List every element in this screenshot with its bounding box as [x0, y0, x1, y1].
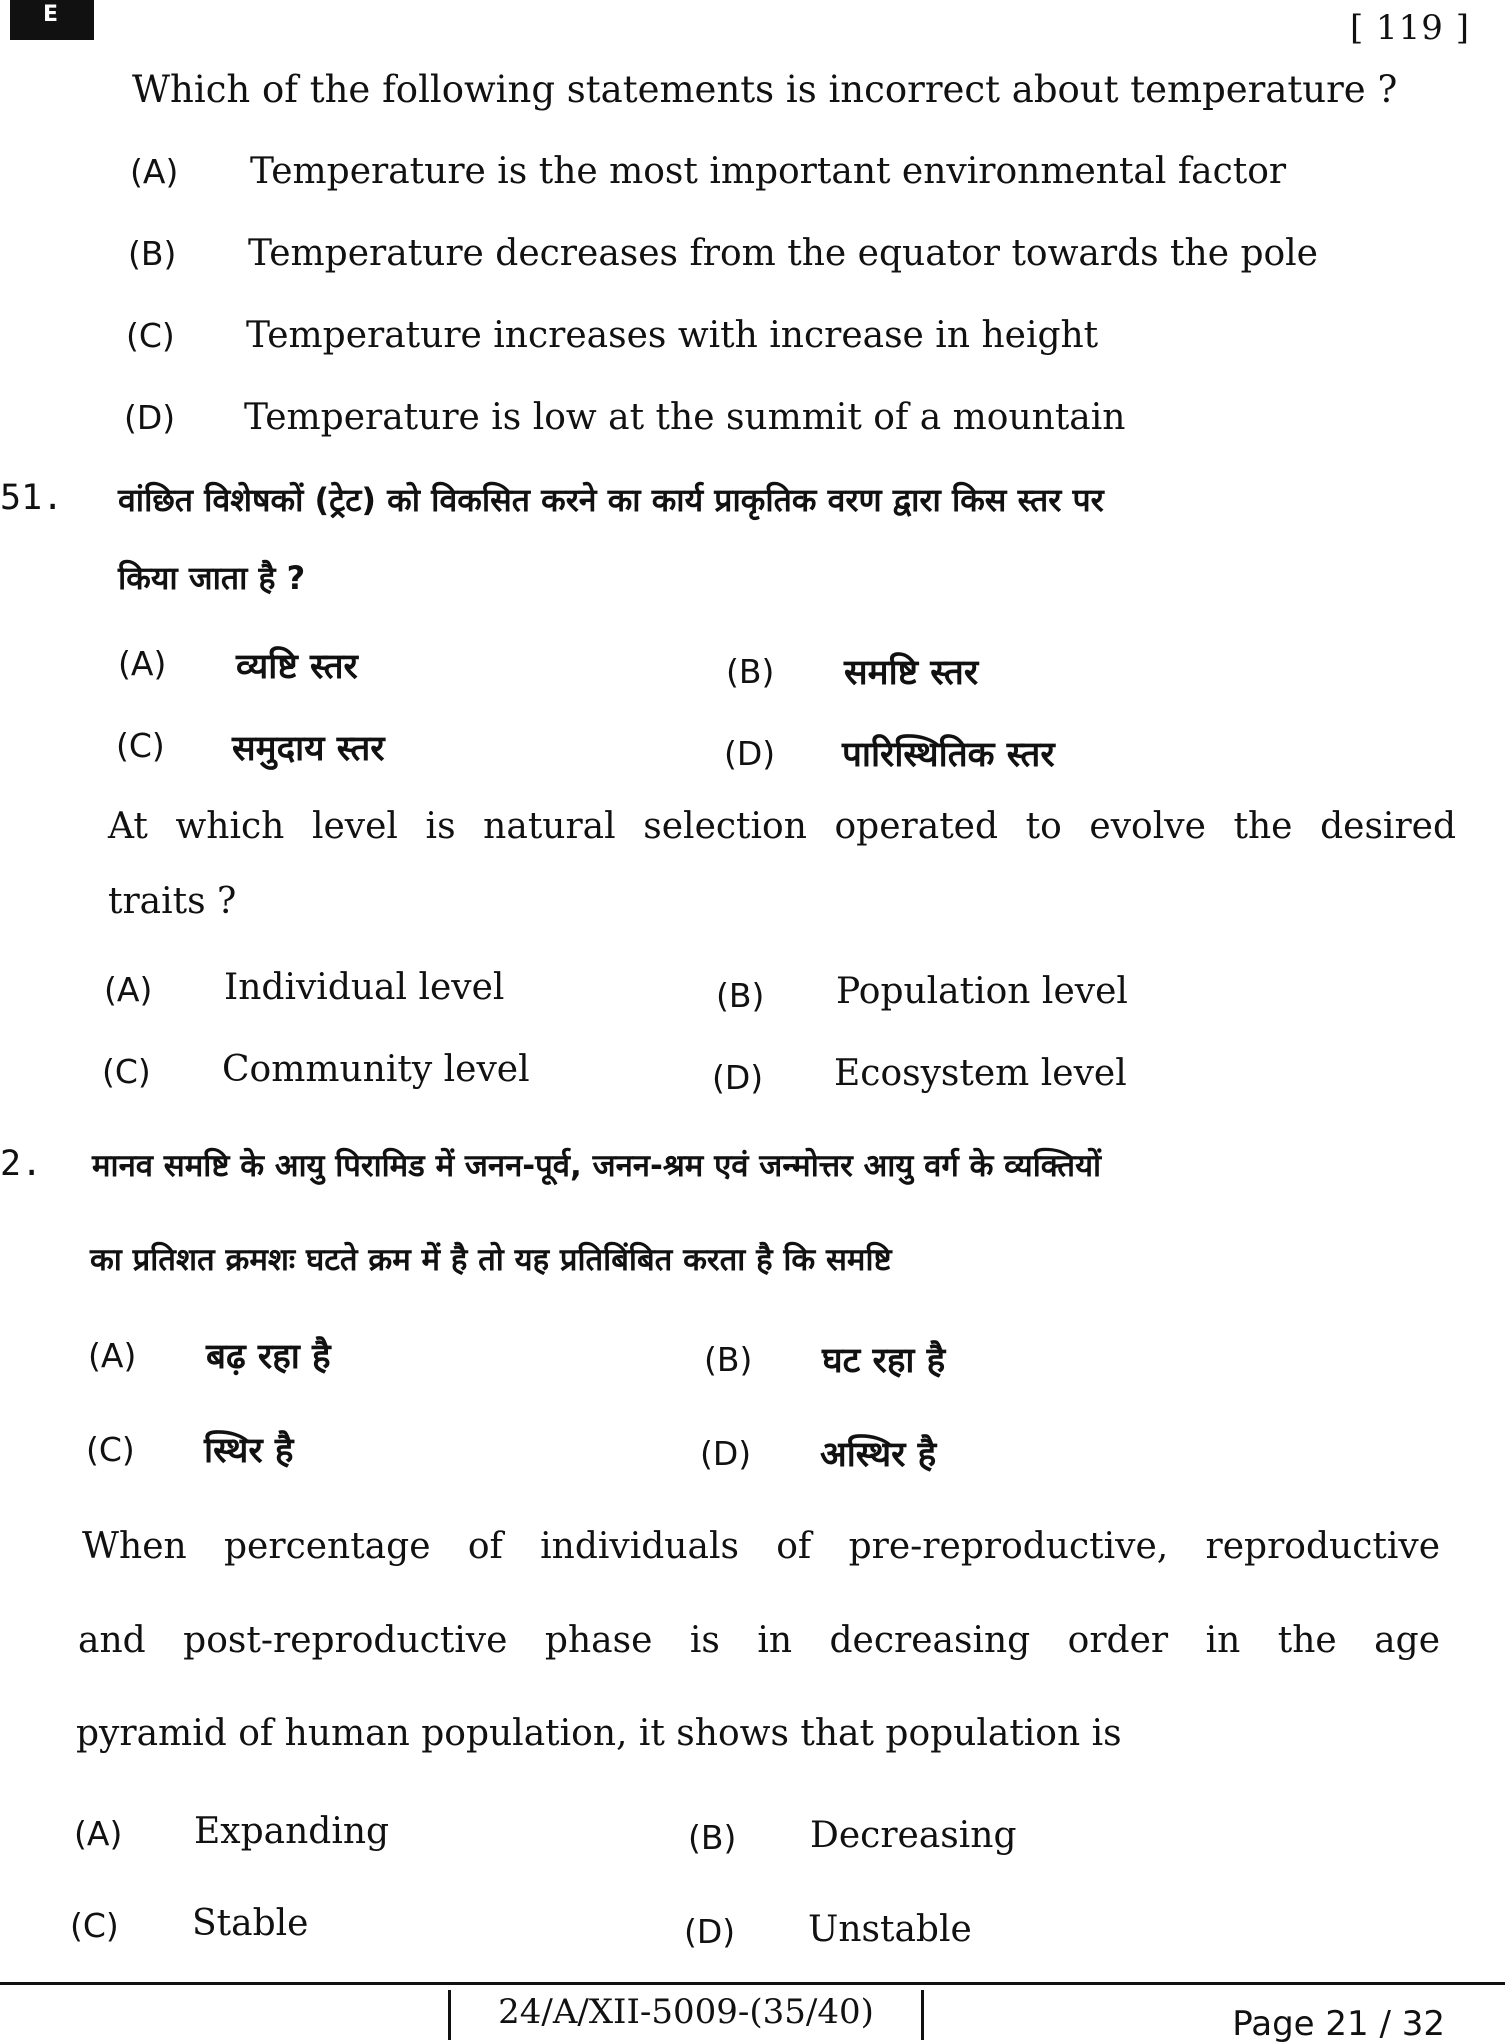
q50-option-d-text: Temperature is low at the summit of a mountain: [244, 397, 1126, 438]
q51-hindi-stem-line2: किया जाता है ?: [118, 559, 306, 597]
footer-page-number: Page 21 / 32: [1232, 2004, 1445, 2044]
q51-hindi-option-c-label: (C): [116, 726, 165, 765]
q52-english-stem-line2: and post-reproductive phase is in decreasing order in the age: [78, 1620, 1440, 1661]
q51-option-b-label: (B): [716, 976, 765, 1015]
q52-option-b-label: (B): [688, 1818, 737, 1857]
q52-hindi-option-b-text: घट रहा है: [822, 1341, 946, 1381]
q51-hindi-option-c-text: समुदाय स्तर: [232, 729, 385, 769]
q52-option-d-label: (D): [684, 1912, 736, 1951]
q51-option-c-text: Community level: [222, 1049, 530, 1090]
q52-hindi-option-b-label: (B): [704, 1340, 753, 1379]
q52-hindi-stem-line1: मानव समष्टि के आयु पिरामिड में जनन-पूर्व, जनन-श्रम एवं जन्मोत्तर आयु वर्ग के व्यक्तियों: [92, 1148, 1102, 1184]
q52-hindi-option-a-label: (A): [88, 1336, 137, 1375]
q51-english-stem-line2: traits ?: [108, 881, 237, 922]
q50-option-c-text: Temperature increases with increase in height: [246, 315, 1099, 356]
q50-option-a-label: (A): [130, 152, 179, 191]
q52-hindi-stem-line2: का प्रतिशत क्रमशः घटते क्रम में है तो यह प्रतिबिंबित करता है कि समष्टि: [90, 1242, 892, 1278]
set-mark-badge: [10, 0, 94, 40]
q50-option-d-label: (D): [124, 398, 176, 437]
q50-option-a-text: Temperature is the most important environmental factor: [250, 151, 1287, 192]
page-number-bracket: [ 119 ]: [1349, 8, 1470, 48]
q52-hindi-option-d-text: अस्थिर है: [820, 1435, 937, 1475]
footer-rule: [0, 1982, 1505, 1985]
q50-option-b-text: Temperature decreases from the equator towards the pole: [248, 233, 1318, 274]
q52-number: 2.: [0, 1144, 43, 1184]
q51-hindi-option-a-label: (A): [118, 644, 167, 683]
footer-paper-code: 24/A/XII-5009-(35/40): [448, 1990, 924, 2040]
q51-hindi-option-b-label: (B): [726, 652, 775, 691]
q51-number: 51.: [0, 478, 64, 518]
q51-option-d-text: Ecosystem level: [834, 1053, 1127, 1094]
q52-option-b-text: Decreasing: [810, 1815, 1017, 1856]
q50-english-stem: Which of the following statements is incorrect about temperature ?: [132, 68, 1398, 111]
q52-option-a-label: (A): [74, 1814, 123, 1853]
q51-option-d-label: (D): [712, 1058, 764, 1097]
q52-english-stem-line3: pyramid of human population, it shows that population is: [76, 1713, 1122, 1754]
q52-english-stem-line1: When percentage of individuals of pre-reproductive, reproductive: [82, 1526, 1440, 1567]
q51-option-b-text: Population level: [836, 971, 1128, 1012]
q52-option-a-text: Expanding: [194, 1811, 390, 1852]
q51-hindi-option-b-text: समष्टि स्तर: [844, 653, 979, 693]
q52-hindi-option-d-label: (D): [700, 1434, 752, 1473]
q52-option-d-text: Unstable: [808, 1909, 972, 1950]
q51-hindi-option-d-label: (D): [724, 734, 776, 773]
q51-hindi-option-d-text: पारिस्थितिक स्तर: [842, 735, 1055, 775]
q52-hindi-option-c-label: (C): [86, 1430, 135, 1469]
q52-hindi-option-c-text: स्थिर है: [204, 1431, 294, 1471]
q50-option-c-label: (C): [126, 316, 175, 355]
q51-option-a-text: Individual level: [224, 967, 505, 1008]
q50-option-b-label: (B): [128, 234, 177, 273]
q51-option-c-label: (C): [102, 1052, 151, 1091]
q52-option-c-label: (C): [70, 1906, 119, 1945]
q52-hindi-option-a-text: बढ़ रहा है: [206, 1337, 331, 1377]
set-mark-letter: E: [43, 2, 59, 27]
q51-english-stem-line1: At which level is natural selection operated to evolve the desired: [108, 806, 1456, 847]
q51-hindi-option-a-text: व्यष्टि स्तर: [236, 647, 358, 687]
q51-hindi-stem-line1: वांछित विशेषकों (ट्रेट) को विकसित करने का कार्य प्राकृतिक वरण द्वारा किस स्तर पर: [118, 481, 1104, 519]
q52-option-c-text: Stable: [192, 1903, 309, 1944]
q51-option-a-label: (A): [104, 970, 153, 1009]
